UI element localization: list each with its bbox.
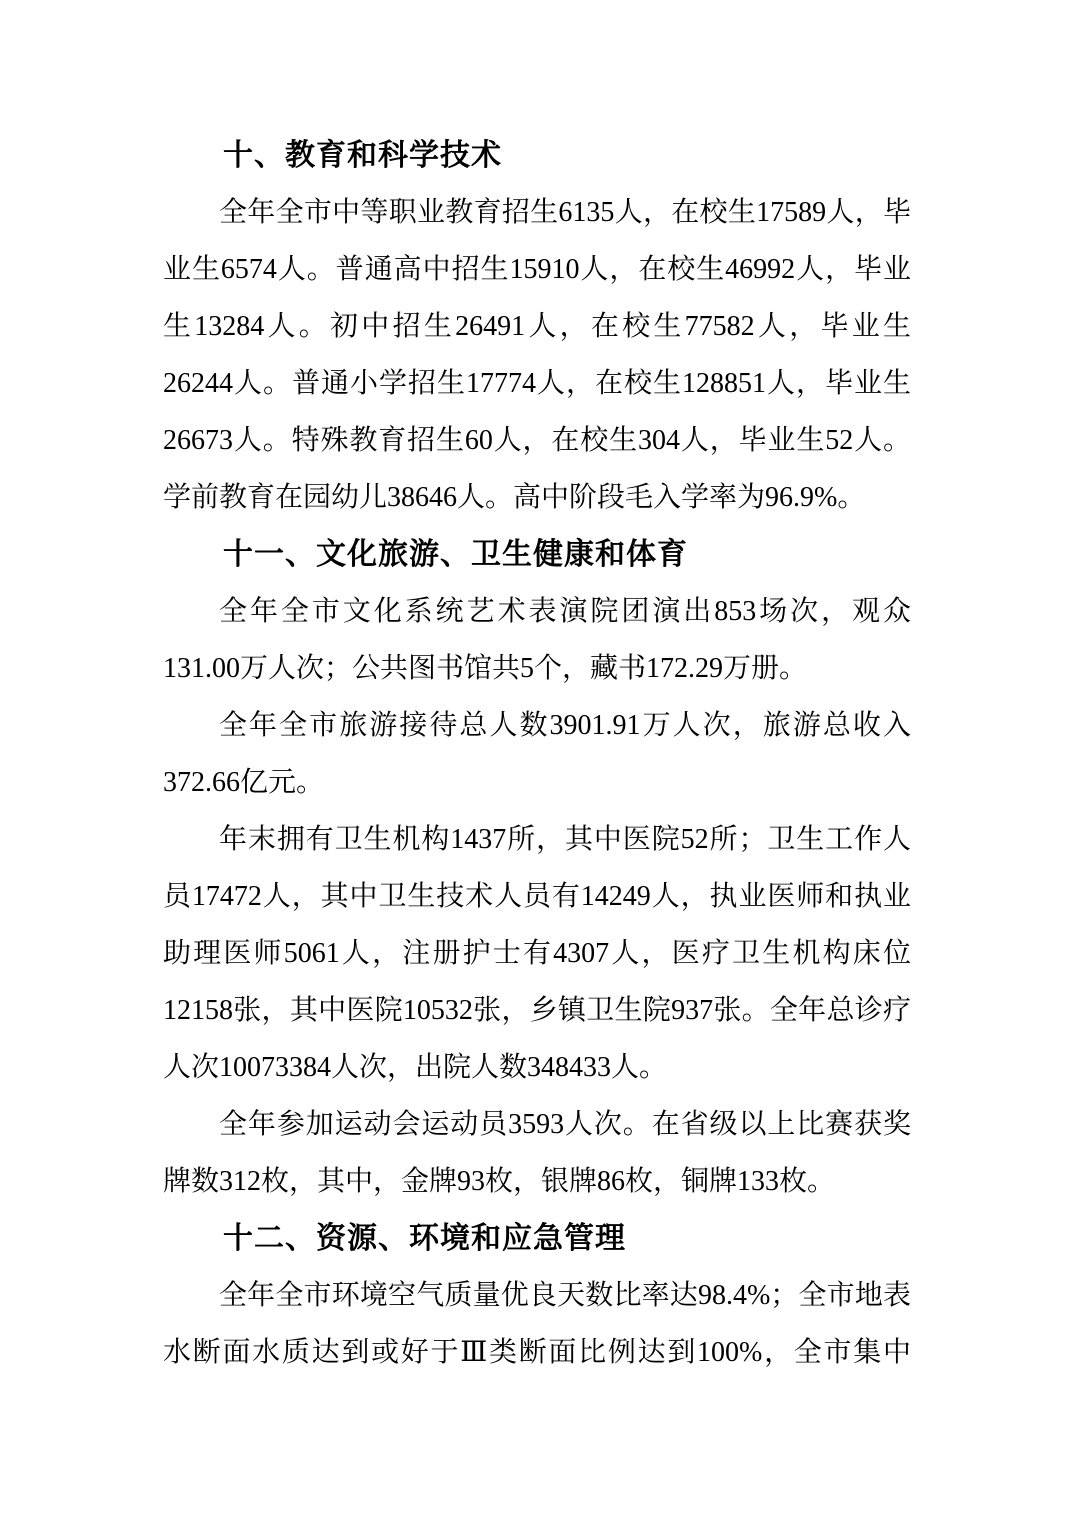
paragraph-environment-statistics: 全年全市环境空气质量优良天数比率达98.4%；全市地表水断面水质达到或好于Ⅲ类断面比例达到100%，全市集中 — [163, 1280, 911, 1368]
section-heading-culture-tourism-health-sports: 十一、文化旅游、卫生健康和体育 — [223, 538, 688, 571]
paragraph-health-statistics: 年末拥有卫生机构1437所，其中医院52所；卫生工作人员17472人，其中卫生技术人员有14249人，执业医师和执业助理医师5061人，注册护士有4307人，医疗卫生机构床位12158张，其中医院10532张，乡镇卫生院937张。全年总诊疗人次10073384人次，出院人数348433人。 — [163, 824, 911, 1083]
document-content — [163, 127, 911, 1381]
paragraph-culture-statistics: 全年全市文化系统艺术表演院团演出853场次，观众131.00万人次；公共图书馆共5个，藏书172.29万册。 — [163, 596, 911, 684]
paragraph-tourism-statistics: 全年全市旅游接待总人数3901.91万人次，旅游总收入372.66亿元。 — [163, 710, 911, 798]
paragraph-sports-statistics: 全年参加运动会运动员3593人次。在省级以上比赛获奖牌数312枚，其中，金牌93枚，银牌86枚，铜牌133枚。 — [163, 1109, 911, 1197]
paragraph-education-statistics: 全年全市中等职业教育招生6135人，在校生17589人，毕业生6574人。普通高中招生15910人，在校生46992人，毕业生13284人。初中招生26491人，在校生77582人，毕业生26244人。普通小学招生17774人，在校生128851人，毕业生26673人。特殊教育招生60人，在校生304人，毕业生52人。学前教育在园幼儿38646人。高中阶段毛入学率为96.9%。 — [163, 197, 911, 513]
section-heading-resources-environment-emergency: 十二、资源、环境和应急管理 — [223, 1222, 626, 1255]
section-heading-education-science: 十、教育和科学技术 — [223, 139, 502, 172]
